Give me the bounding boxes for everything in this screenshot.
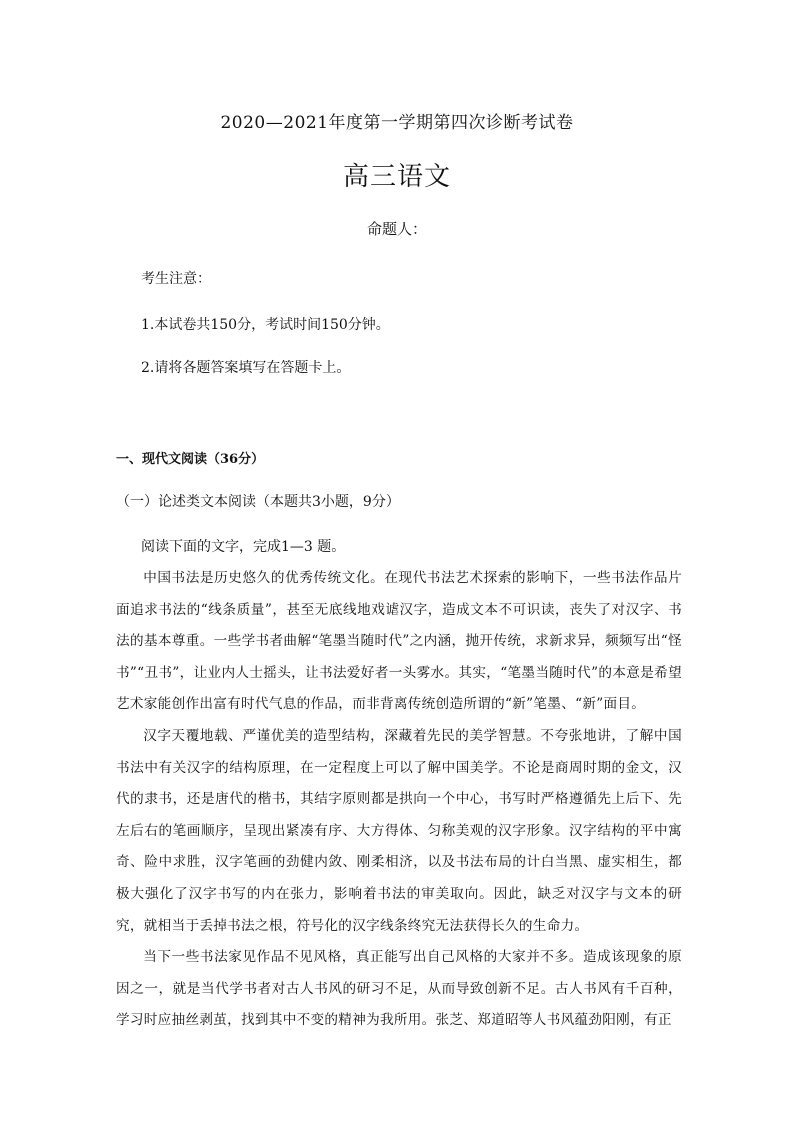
- reading-instruction: 阅读下面的文字，完成1—3 题。: [141, 539, 346, 555]
- passage-paragraph-3: 当下一些书法家见作品不见风格，真正能写出自己风格的大家并不多。造成该现象的原因之一，就是当代学书者对古人书风的研习不足，从而导致创新不足。古人书风有千百种，学习时应抽丝剥茧，找到其中不变的精神为我所用。张芝、郑道昭等人书风蕴劲阳刚，有正: [116, 949, 682, 1029]
- passage-paragraph-2: 汉字天覆地载、严谨优美的造型结构，深藏着先民的美学智慧。不夸张地讲，了解中国书法中有关汉字的结构原理，在一定程度上可以了解中国美学。不论是商周时期的金文，汉代的隶书，还是唐代的楷书，其结字原则都是拱向一个中心，书写时严格遵循先上后下、先左后右的笔画顺序，呈现出紧凑有序、大方得体、匀称美观的汉字形象。汉字结构的平中寓奇、险中求胜，汉字笔画的劲健内敛、刚柔相济，以及书法布局的计白当黑、虚实相生，都极大强化了汉字书写的内在张力，影响着书法的审美取向。因此，缺乏对汉字与文本的研究，就相当于丢掉书法之根，符号化的汉字线条终究无法获得长久的生命力。: [116, 727, 682, 934]
- reading-passage: [116, 563, 682, 1037]
- notice-heading: 考生注意：: [141, 271, 211, 287]
- exam-title: 2020—2021年度第一学期第四次诊断考试卷: [220, 113, 574, 133]
- notice-item-2: 2.请将各题答案填写在答题卡上。: [141, 360, 351, 376]
- section-heading: 一、现代文阅读（36分）: [116, 452, 265, 467]
- setter-label: 命题人：: [366, 220, 427, 238]
- passage-paragraph-1: 中国书法是历史悠久的优秀传统文化。在现代书法艺术探索的影响下，一些书法作品片面追求书法的“线条质量”，甚至无底线地戏谑汉字，造成文本不可识读，丧失了对汉字、书法的基本尊重。一些学书者曲解“笔墨当随时代”之内涵，抛开传统，求新求异，频频写出“怪书”“丑书”，让业内人士摇头，让书法爱好者一头雾水。其实，“笔墨当随时代”的本意是希望艺术家能创作出富有时代气息的作品，而非背离传统创造所谓的“新”笔墨、“新”面目。: [116, 570, 682, 713]
- subsection-heading: （一）论述类文本阅读（本题共3小题，9分）: [116, 494, 400, 510]
- notice-item-1: 1.本试卷共150分，考试时间150分钟。: [141, 317, 390, 333]
- subject-title: 高三语文: [342, 162, 451, 192]
